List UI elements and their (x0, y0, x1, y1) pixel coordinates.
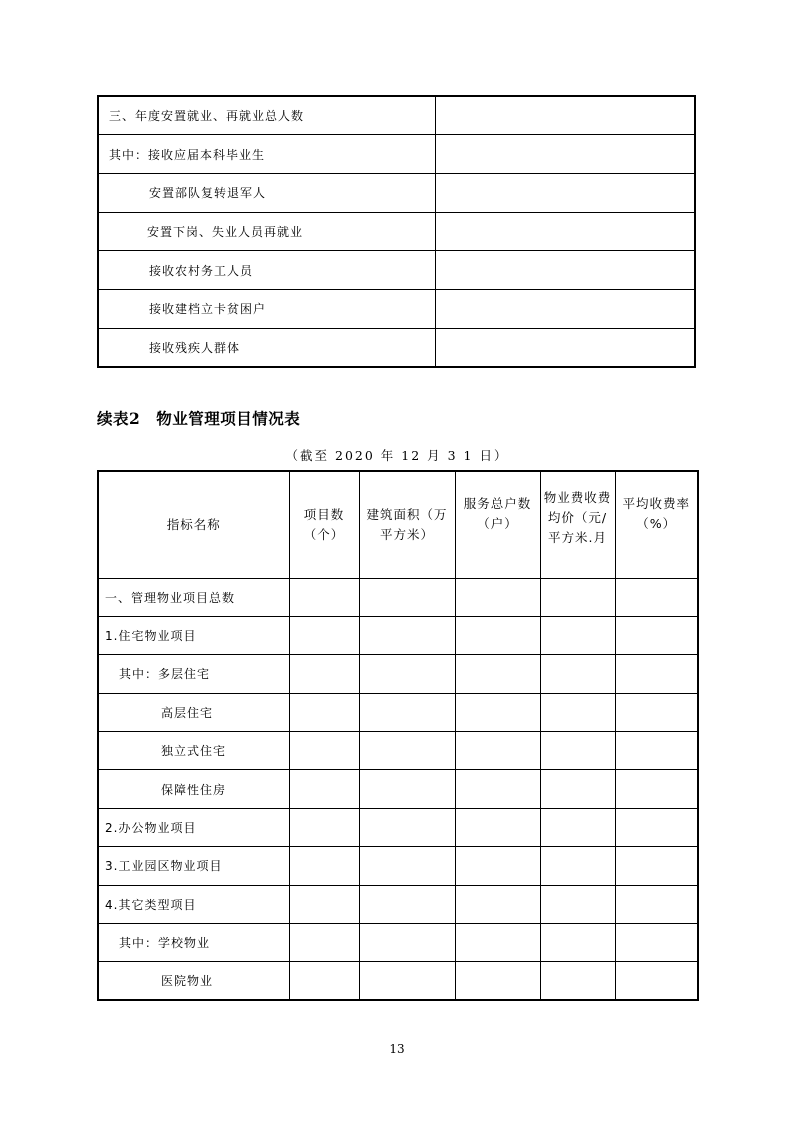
table-row (98, 212, 695, 251)
row-label: 其中：学校物业 (98, 924, 289, 962)
table-row (98, 808, 698, 846)
row-label: 一、管理物业项目总数 (98, 578, 289, 616)
header-row (98, 471, 698, 578)
table-title (97, 407, 300, 429)
row-label: 3.工业园区物业项目 (98, 847, 289, 885)
row-label: 2.办公物业项目 (98, 808, 289, 846)
row-label: 接收建档立卡贫困户 (98, 289, 435, 328)
row-value (435, 212, 695, 251)
table-row (98, 962, 698, 1000)
table-row (98, 289, 695, 328)
table-row (98, 251, 695, 290)
property-management-table (97, 470, 699, 1001)
row-value (435, 135, 695, 174)
row-label: 4.其它类型项目 (98, 885, 289, 923)
table-row (98, 135, 695, 174)
table-row (98, 96, 695, 135)
row-label: 保障性住房 (98, 770, 289, 808)
row-label: 安置部队复转退军人 (98, 173, 435, 212)
row-value (435, 96, 695, 135)
header-project-count: 项目数（个） (289, 471, 359, 578)
row-label: 1.住宅物业项目 (98, 616, 289, 654)
table-row (98, 616, 698, 654)
row-label: 安置下岗、失业人员再就业 (98, 212, 435, 251)
row-label: 接收农村务工人员 (98, 251, 435, 290)
header-building-area: 建筑面积（万平方米） (359, 471, 455, 578)
employment-table (97, 95, 696, 368)
table-number: 续表2 (97, 409, 141, 428)
table-row (98, 173, 695, 212)
row-value (435, 328, 695, 367)
row-value (435, 251, 695, 290)
table-row (98, 732, 698, 770)
table-row (98, 885, 698, 923)
row-label: 独立式住宅 (98, 732, 289, 770)
row-label: 其中：接收应届本科毕业生 (98, 135, 435, 174)
row-label: 其中：多层住宅 (98, 655, 289, 693)
row-value (435, 289, 695, 328)
header-indicator-name: 指标名称 (98, 471, 289, 578)
header-collection-rate: 平均收费率（%） (615, 471, 698, 578)
table-row (98, 693, 698, 731)
table-row (98, 924, 698, 962)
row-value (435, 173, 695, 212)
table-row (98, 770, 698, 808)
row-label: 医院物业 (98, 962, 289, 1000)
table-title-text: 物业管理项目情况表 (156, 409, 301, 428)
table-row (98, 328, 695, 367)
table-subtitle: （截至 2020 年 12 月 3 1 日） (285, 448, 509, 463)
table-row (98, 847, 698, 885)
table-row (98, 578, 698, 616)
row-label: 接收残疾人群体 (98, 328, 435, 367)
page-number: 13 (389, 1042, 405, 1056)
header-household-count: 服务总户数（户） (455, 471, 540, 578)
row-label: 高层住宅 (98, 693, 289, 731)
header-avg-fee: 物业费收费均价（元/平方米.月 (540, 471, 615, 578)
row-label: 三、年度安置就业、再就业总人数 (98, 96, 435, 135)
table-row (98, 655, 698, 693)
